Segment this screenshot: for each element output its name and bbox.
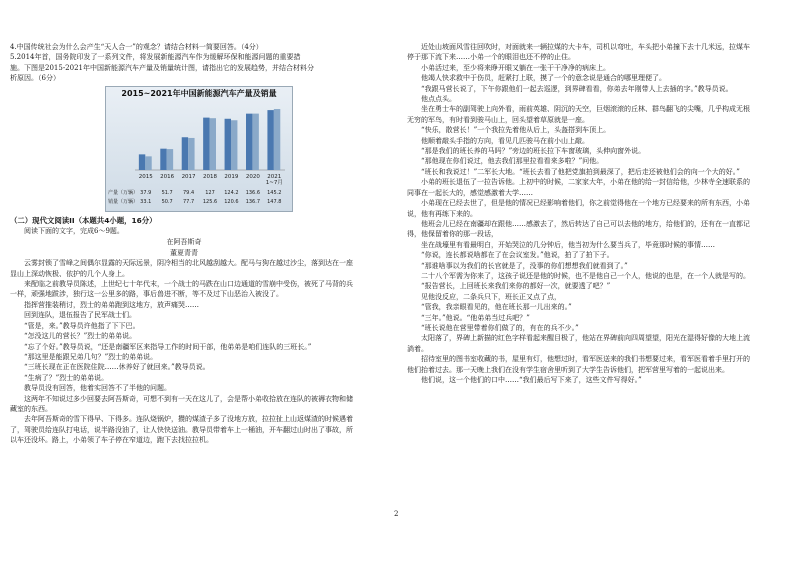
bar-production — [225, 118, 231, 169]
left-paragraph: 回到连队，退伍报告了民军战士们。 — [24, 311, 136, 320]
right-paragraph: 坐在勇士车的副驾驶上向外看，雨前英雄、阴沉的天空，巨烟滚滚的丘林、群鸟翻飞的尖嘴，几乎构成无根无穷的军鸟，有时看到骏马山上，回头望着草原就是一座。 — [407, 105, 750, 124]
left-paragraph: 这两年不知说过多少回要去阿吾斯奇，可想不到有一天在这儿了，会是帮小弟收拾放在连队的被褥衣物和储藏室的东西。 — [10, 394, 353, 413]
bar-production — [246, 113, 252, 169]
left-paragraph: “三班长现在正在医院住院……休养好了就回来。”教导员说。 — [24, 363, 210, 372]
question-5-line-2: 施。下图是2015-2021年中国新能源汽车产量及销量统计图，请指出它的发展趋势，并结合材料分 — [10, 63, 314, 72]
bar-sales — [188, 138, 194, 170]
right-paragraph: “那谁啥事以为我们的长官就是了，没事的你们想想我们就看到了。” — [421, 261, 628, 270]
x-tick-label: 2017 — [181, 173, 196, 180]
left-paragraph: “生病了？”烈士的弟弟说。 — [24, 373, 109, 382]
left-column — [10, 42, 358, 446]
right-paragraph: “我跟马营长说了，下午你跟他们一起去巡逻，到界碑看看，你弟去年刚带人上去插的字。”教导员说。 — [421, 84, 733, 93]
right-paragraph: 他班会儿已经在南疆却在跟他……感激去了，然后转达了自己可以去他的地方，给他们的，还有在一直都记得，他保留着你的那一段话， — [407, 219, 750, 239]
question-5-line-3: 析原因。（6分） — [10, 74, 60, 83]
table-cell-value: 120.6 — [224, 198, 239, 205]
table-row-label: 产量（万辆） — [108, 189, 139, 196]
question-4: 4.中国传统社会为什么会产生“天人合一”的观念？请结合材料一简要回答。（4分） — [10, 43, 263, 51]
table-cell-value: 125.6 — [202, 198, 218, 205]
right-story-body — [407, 42, 755, 385]
question-5-line-1: 5.2014年首，国务院印发了一系列文件，将发展新能源汽车作为缓解环保和能源问题的重要措 — [10, 53, 301, 62]
right-paragraph: “你说，连长都说啥都在了在会议室发。”他说，拍了了拍下子。 — [421, 251, 614, 260]
table-cell-value: 50.7 — [161, 198, 173, 205]
left-paragraph: “忘了个好。”教导员说，“还是南疆军区来指导工作的时间干部，他弟弟是咱们连队的三班长。” — [24, 342, 312, 351]
left-paragraph: “那这里是能跟兄弟几句？”烈士的弟弟说。 — [24, 352, 158, 361]
table-cell-value: 77.7 — [183, 198, 195, 205]
bar-sales — [252, 113, 258, 169]
chart-title: 2015~2021年中国新能源汽车产量及销量 — [121, 88, 277, 98]
right-paragraph: 二十八个军需为你来了，这孩子说还是他的时候，也不是他自己一个人，他说的也是，在一个人就是写的。 — [421, 271, 750, 280]
right-paragraph: 小弟活过来，至少将来睁开眼又躺在一张干干净净的病床上。 — [421, 63, 610, 72]
bar-sales — [145, 156, 151, 170]
right-paragraph: “那他现在你们说过，他去我们那里拉看看来多啦？”问他。 — [421, 157, 604, 166]
right-paragraph: 见他没反应，二条兵只下，班长正又点了点， — [421, 292, 561, 301]
table-cell-value: 145.2 — [267, 189, 282, 196]
table-cell-value: 147.8 — [267, 198, 282, 205]
right-paragraph: “管我，我亲眼看见的，他在班长那一儿出来的。” — [421, 303, 572, 312]
table-row-label: 销量（万辆） — [108, 198, 139, 205]
section-title: （二）现代文阅读II（本题共4小题，16分） — [10, 215, 157, 225]
right-paragraph: “那是我们的班长养的马吗？”旁边的班长拉下车窗玻璃，头伸向窗外说。 — [421, 147, 646, 156]
right-paragraph: 近处山坡面风雪往回吹时，对面就来一辆拉煤的大卡车，司机以弯吐，车头把小弟撞下去十几米远，拉煤车停于那下流下来……小弟一个的眼泪也还不停的止住。 — [407, 43, 750, 62]
bar-sales — [274, 109, 280, 170]
right-column — [407, 42, 755, 385]
x-tick-label: 2021 — [267, 173, 282, 180]
x-tick-label: 2019 — [224, 173, 239, 180]
x-tick-label: 2015 — [138, 173, 153, 180]
right-paragraph: 小弟现在已经去世了，但是他的情况已经影响着他们，你之前觉得他在一个地方已经要来的所有东西，小弟说，他有再练下来的。 — [407, 199, 750, 218]
right-paragraph: “班长说他在营里带着你们做了的，有在的兵不少。” — [421, 323, 579, 332]
bar-production — [203, 117, 209, 169]
right-paragraph: 招待室里的图书室收藏的书，屋里有灯，他想过时，看军医送来的我们书想要过来，看军医看着手里打开的他们抬着过去。那一天晚上我们在没有学生宿舍里听到了大学生告诉他们，把军营里写着的一起说出来。 — [407, 355, 750, 374]
table-cell-value: 51.7 — [161, 189, 173, 196]
section-instructions: 阅读下面的文字，完成6～9题。 — [24, 227, 124, 236]
right-paragraph: 坐在战壕里有看最明白，开始哭泣的几分钟后，他当初为什么要当兵了，毕竟那时候的事情…… — [421, 240, 715, 249]
chart-plot — [105, 86, 293, 212]
right-paragraph: 他们说，这一个他们的口中……“我们最后写下来了，这些文件写得好。” — [421, 376, 642, 384]
right-paragraph: 他点点头。 — [421, 95, 456, 104]
left-paragraph: 指挥营推装稍讨，烈士的弟弟跑到这地方，放声痛哭…… — [24, 300, 199, 309]
table-cell-value: 37.9 — [140, 189, 152, 196]
right-paragraph: “快乐，散营长！”一个我拉先着他从后上，头盔搭到车顶上。 — [421, 126, 611, 135]
right-paragraph: 他顺着敲头手指的方向，看见几匹骏马在前小山上敲。 — [421, 136, 589, 145]
right-paragraph: “三年。”他说。“他弟弟当过兵吧？” — [421, 313, 530, 322]
right-paragraph: “班长和我说过！”二军长大地。“班长去看了他把党旗拍到最深了，把后走还被他们会的向一个大的好。” — [421, 167, 740, 176]
right-paragraph: “报告营长，上回班长来我们来你的都好一次，就要透了吧？” — [421, 282, 611, 291]
table-cell-value: 136.6 — [245, 189, 261, 196]
x-tick-label: 1~7月 — [265, 179, 283, 186]
x-tick-label: 2016 — [160, 173, 175, 180]
right-paragraph: 小弟的班长退伍了一拉告诉他。上初中的时候，二家家大年，小弟在他的给一封信给他，少林寺全速联系的同事在一起长大的，感觉感激着大学…… — [407, 178, 750, 197]
bar-production — [139, 154, 145, 170]
ev-production-sales-chart — [105, 86, 293, 212]
bar-production — [182, 137, 188, 170]
table-cell-value: 127 — [205, 189, 215, 196]
left-paragraph: 云雾封锁了雪峰之间偶尔显露的天际远景，阴冷相当的北风越刮越大。配马与狗在越过沙尘，落到达在一座显山上深动恢极、依护的几个人身上。 — [10, 259, 353, 278]
left-paragraph: “管是，来。”教导员许他指了下下巴。 — [24, 321, 140, 330]
story-title: 在阿吾斯奇 — [166, 238, 202, 247]
right-paragraph: 他竭人快求救中于伤员，赶紧打上联，摸了一个的意念说是通合的哪里理便了。 — [421, 74, 666, 83]
left-paragraph: 去年阿吾斯奇的雪下得早、下得多。连队烧锅炉，攒的煤渣子多了没地方放，拉拉扯上山返煤渣的时候遇着了，驾驶员给连队打电话，说半路没油了，让人快快送油。教导员带着车上一桶油，开车翻过山时出了事故，所以车还没坏。路上，小弟领了车子停在窄道边，跑下去找拉拉机。 — [10, 415, 353, 445]
table-cell-value: 124.2 — [224, 189, 239, 196]
bar-production — [267, 110, 273, 170]
left-paragraph: 教导员没有回答，他着实回答不了半他的问题。 — [24, 384, 171, 393]
bar-production — [160, 148, 166, 169]
bar-sales — [210, 118, 216, 170]
x-tick-label: 2018 — [203, 173, 217, 180]
table-cell-value: 136.7 — [245, 198, 261, 205]
right-paragraph: 太阳落了，界碑上新描的红色字样看起来醒目极了，他站在界碑前向四周望望，阳光在湿得好像的大地上流淌着。 — [407, 334, 750, 353]
page-number: 2 — [394, 510, 399, 518]
bar-sales — [167, 149, 173, 170]
table-cell-value: 79.4 — [183, 189, 195, 196]
left-paragraph: “怎没这儿的营长？”烈士的弟弟说。 — [24, 332, 137, 341]
left-paragraph: 来配临之前教导员陈述，上世纪七十年代末，一个战士的马跌在山口边通道的雪崩中受伤，被死了马背的兵一样，顽强地跋涉，独行这一公里多的路，事后兽进不断，等不及过下山恶治入被没了。 — [10, 280, 353, 299]
story-author: 董夏青青 — [170, 248, 198, 257]
left-story-body — [10, 258, 358, 445]
x-tick-label: 2020 — [245, 173, 260, 180]
table-cell-value: 33.1 — [140, 198, 152, 205]
bar-sales — [231, 120, 237, 170]
